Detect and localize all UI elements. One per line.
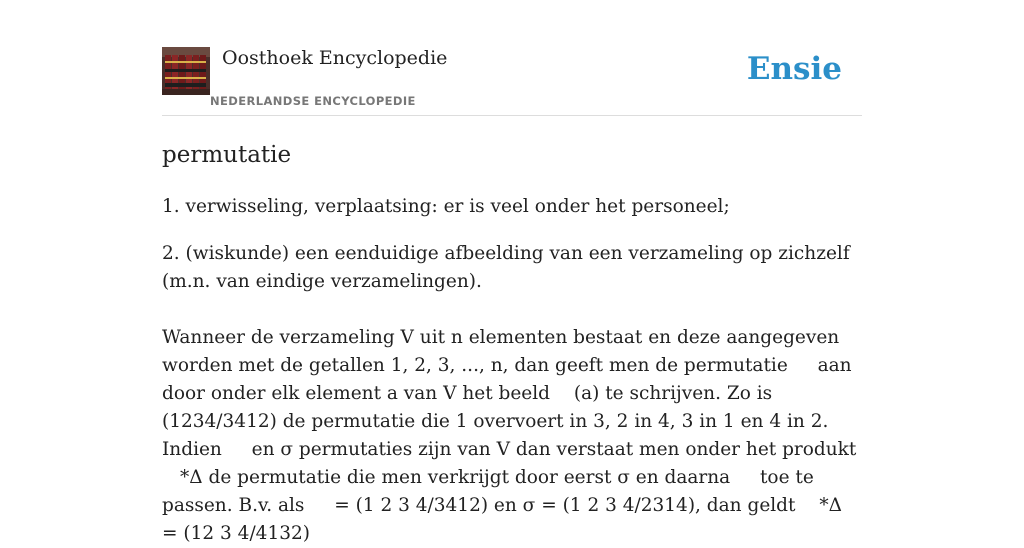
paragraph-text: = (1 2 3 4/3412) en σ = (1 2 3 4/2314), dan geldt (334, 495, 796, 516)
books-logo-icon (162, 47, 210, 95)
paragraph-text: en σ permutaties zijn van V dan verstaat men onder het produkt (251, 439, 857, 460)
ensie-brand-link[interactable]: Ensie (746, 51, 842, 87)
definition-paragraph (162, 324, 862, 548)
site-name[interactable]: Oosthoek Encyclopedie (222, 47, 448, 69)
definition-item: 2. (wiskunde) een eenduidige afbeelding van een verzameling op zichzelf (m.n. van eindige verzamelingen). (162, 243, 850, 292)
paragraph-text: *Δ de permutatie die men verkrijgt door eerst σ en daarna (180, 467, 731, 488)
page (162, 0, 862, 544)
definition-item: 1. verwisseling, verplaatsing: er is veel onder het personeel; (162, 196, 730, 217)
paragraph-text: (a) te schrijven. Zo is (1234/3412) de permutatie die 1 overvoert in 3, 2 in 4, 3 in 1 en 4 in 2. Indien (162, 383, 829, 460)
site-header (162, 0, 862, 116)
site-tagline: NEDERLANDSE ENCYCLOPEDIE (210, 94, 416, 108)
encyclopedia-books-logo[interactable] (162, 47, 210, 95)
paragraph-text: Wanneer de verzameling V uit n elementen bestaat en deze aangegeven worden met de getallen 1, 2, 3, ..., n, dan geeft men de permutatie (162, 327, 840, 376)
paragraph-text: aan door onder elk element a van V het beeld (162, 355, 852, 404)
paragraph-text: toe te passen. B.v. als (162, 467, 814, 516)
paragraph-text: *Δ = (12 3 4/4132) (162, 495, 842, 544)
page-title: permutatie (162, 142, 292, 168)
